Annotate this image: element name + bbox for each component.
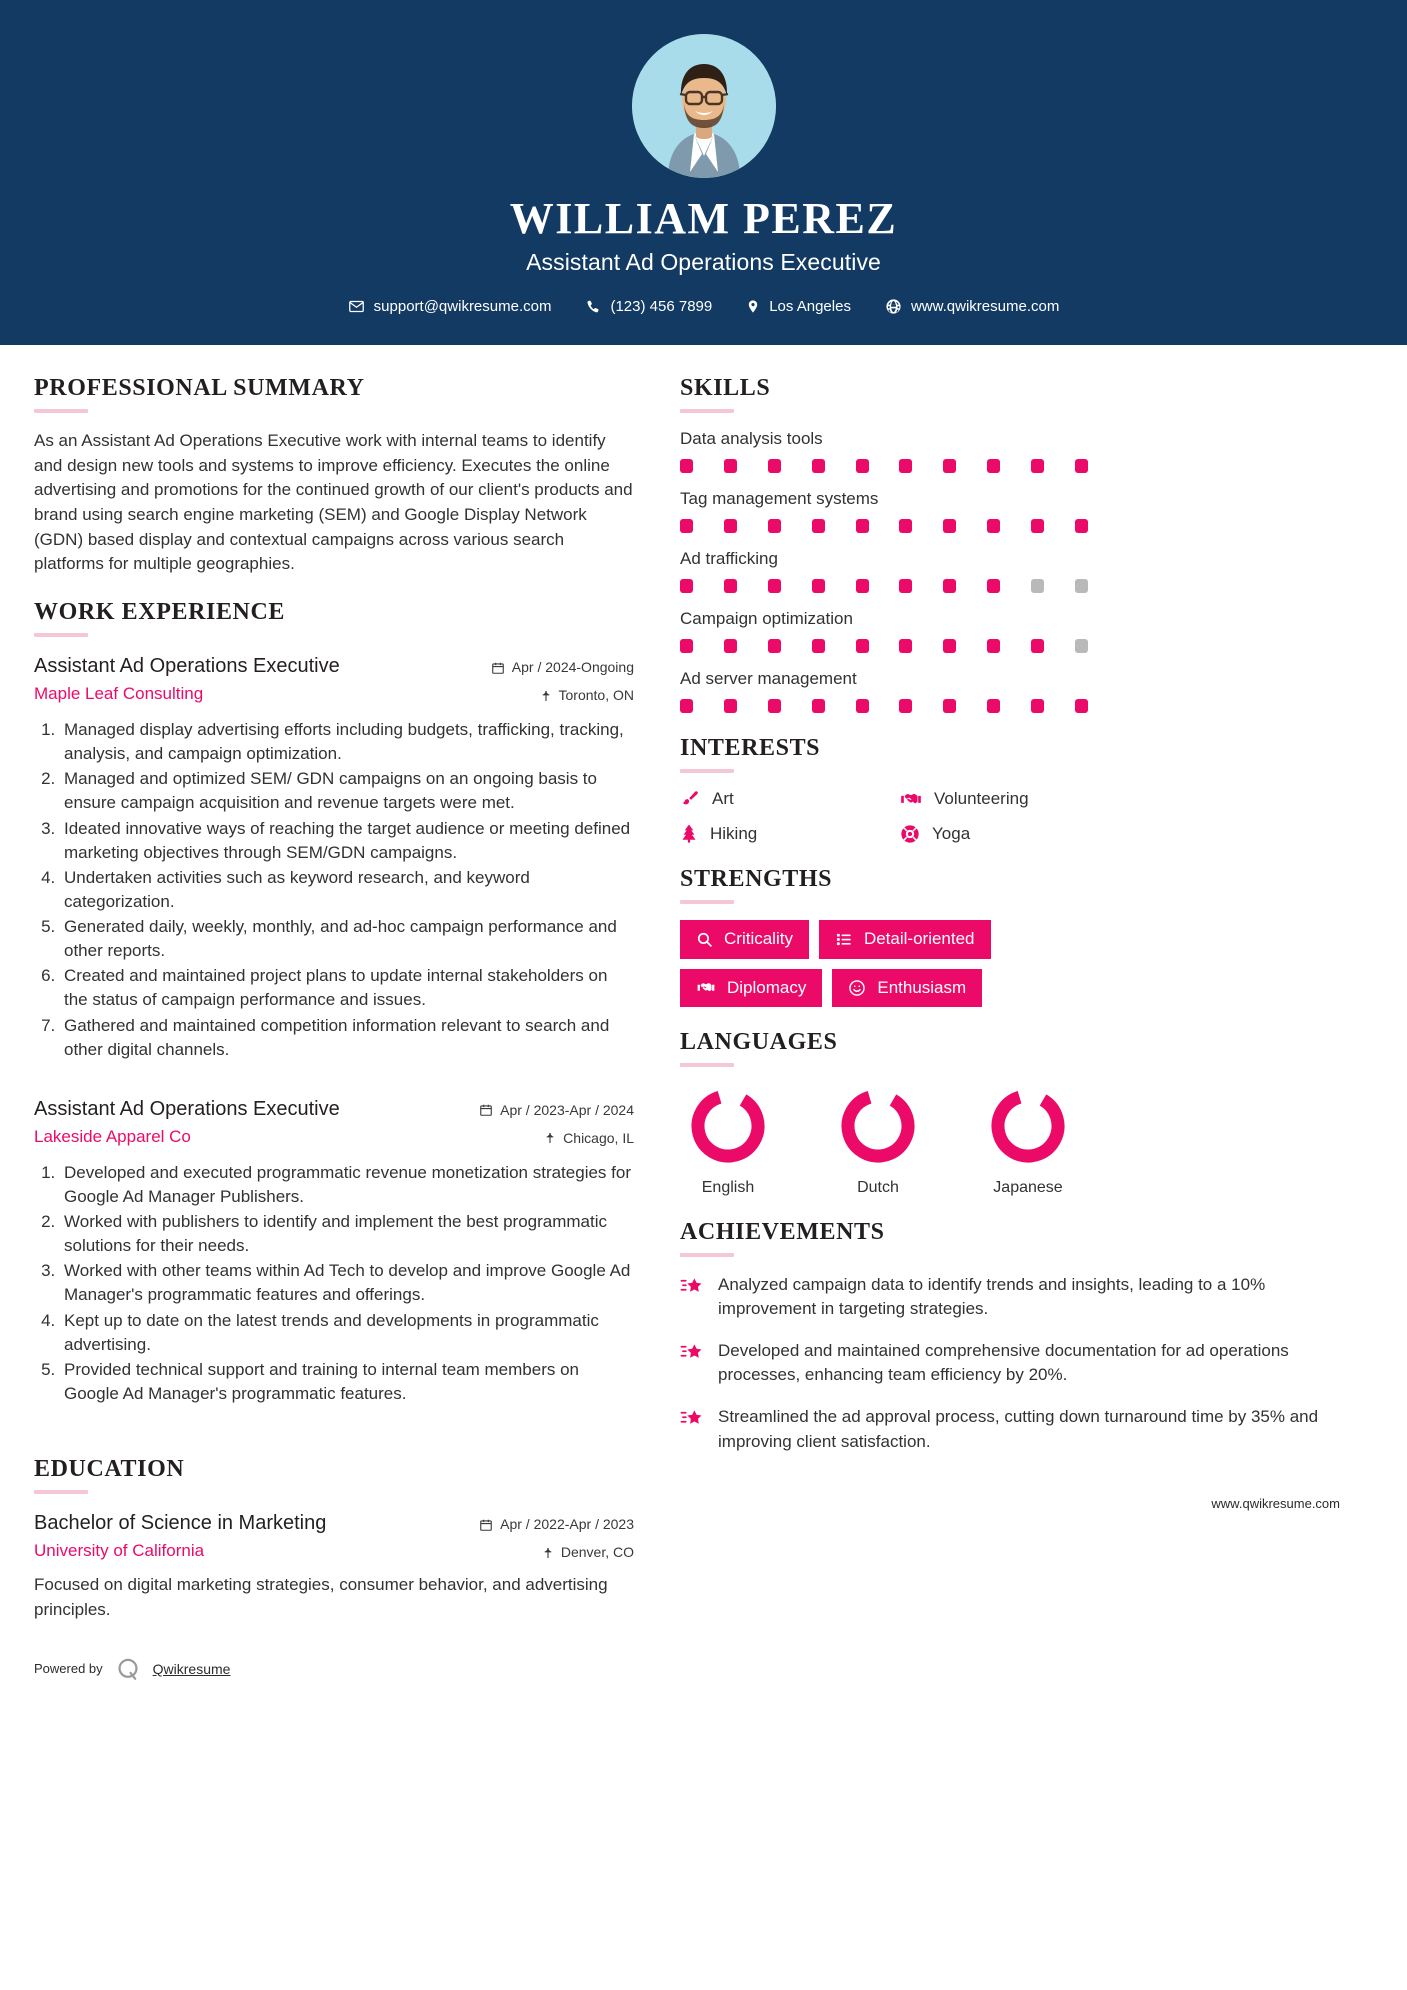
contact-website[interactable]: [868, 298, 1076, 315]
powered-by-label: Powered by: [34, 1661, 103, 1677]
skill-rating: [680, 639, 1088, 653]
interest-label: Volunteering: [934, 789, 1029, 809]
avatar: [632, 34, 776, 178]
skill-dot-filled: [987, 519, 1000, 533]
strength-label: Criticality: [724, 929, 793, 949]
page-title: WILLIAM PEREZ: [509, 194, 898, 243]
skill-rating: [680, 579, 1088, 593]
skill-dot-filled: [943, 639, 956, 653]
experience-bullet: 4. Undertaken activities such as keyword research, and keyword categorization.: [60, 866, 634, 914]
strength-grid: [680, 920, 1110, 1007]
language-label: Dutch: [857, 1178, 899, 1196]
section-interests: [680, 735, 1340, 844]
shooting-star-icon: [680, 1405, 704, 1435]
paintbrush-icon: [680, 789, 700, 809]
skill-dot-filled: [1075, 519, 1088, 533]
experience-bullet: 5. Provided technical support and training to internal team members on Google Ad Manager's programmatic features.: [60, 1358, 634, 1406]
skill-dot-filled: [1075, 699, 1088, 713]
calendar-icon: [479, 1518, 493, 1532]
skill-dot-filled: [768, 699, 781, 713]
section-achievements: [680, 1219, 1340, 1454]
experience-bullet: 3. Worked with other teams within Ad Tech to develop and improve Google Ad Manager's programmatic features and offerings.: [60, 1259, 634, 1307]
experience-location-label: Chicago, IL: [563, 1129, 634, 1146]
skill-dot-filled: [812, 699, 825, 713]
interest-item-art: [680, 789, 890, 809]
section-heading-languages: LANGUAGES: [680, 1028, 838, 1055]
phone-icon: [585, 299, 601, 315]
experience-dates-label: Apr / 2023-Apr / 2024: [500, 1101, 634, 1118]
shooting-star-glyph: [680, 1408, 704, 1430]
interest-label: Yoga: [932, 823, 971, 843]
education-description: Focused on digital marketing strategies, consumer behavior, and advertising principles.: [34, 1575, 608, 1619]
spacer: [34, 1068, 634, 1096]
skill-dot-filled: [987, 459, 1000, 473]
experience-bullet: 2. Worked with publishers to identify and implement the best programmatic solutions for their needs.: [60, 1210, 634, 1258]
skill-dot-empty: [1075, 639, 1088, 653]
skill-rating: [680, 459, 1088, 473]
interest-grid: [680, 789, 1110, 844]
avatar-photo-icon: [632, 34, 776, 178]
experience-entry-header: [34, 1096, 634, 1149]
interest-label: Hiking: [710, 823, 758, 843]
section-heading-skills: SKILLS: [680, 375, 771, 402]
experience-role: Assistant Ad Operations Executive: [34, 1097, 340, 1120]
skill-dot-filled: [724, 519, 737, 533]
section-strengths: [680, 866, 1340, 1007]
qwikresume-q-logo-icon: [115, 1656, 141, 1682]
experience-bullet: 3. Ideated innovative ways of reaching the target audience or meeting defined marketing objectives through SEM/GDN campaigns.: [60, 817, 634, 865]
skill-dot-filled: [812, 579, 825, 593]
experience-location: [491, 685, 634, 706]
spacer: [34, 1428, 634, 1456]
experience-dates: [479, 1100, 634, 1121]
education-location-label: Denver, CO: [560, 1544, 634, 1561]
skill-dot-filled: [1031, 519, 1044, 533]
skill-dot-filled: [899, 519, 912, 533]
achievement-text: Developed and maintained comprehensive documentation for ad operations processes, enhancing team efficiency by 20%.: [718, 1341, 1289, 1385]
skill-dot-filled: [987, 639, 1000, 653]
skill-label: Tag management systems: [680, 489, 879, 509]
experience-location-label: Toronto, ON: [558, 687, 634, 704]
skill-dot-empty: [1075, 579, 1088, 593]
pin-icon: [542, 1546, 554, 1560]
skill-dot-filled: [724, 699, 737, 713]
language-item-japanese: [980, 1083, 1076, 1197]
section-rule: [680, 769, 734, 773]
experience-entry: [34, 1096, 634, 1406]
strength-chip-diplomacy: [680, 969, 822, 1007]
skill-dot-filled: [856, 579, 869, 593]
skill-item: [680, 549, 1340, 593]
tree-icon: [680, 823, 698, 844]
strength-chip-criticality: [680, 920, 809, 958]
map-pin-icon: [746, 298, 760, 315]
life-ring-icon: [900, 824, 920, 844]
contact-email[interactable]: [331, 298, 569, 315]
experience-bullet: 1. Managed display advertising efforts including budgets, trafficking, tracking, analysis, and campaign optimization.: [60, 718, 634, 766]
skill-dot-filled: [987, 699, 1000, 713]
skill-dot-filled: [768, 459, 781, 473]
skill-dot-filled: [680, 519, 693, 533]
skill-dot-filled: [856, 699, 869, 713]
interest-item-volunteering: [900, 789, 1110, 809]
resume-header: [0, 0, 1407, 345]
strength-chip-detail-oriented: [819, 920, 991, 958]
skill-dot-filled: [724, 579, 737, 593]
left-column: [34, 375, 634, 1698]
interest-item-hiking: [680, 823, 890, 844]
interest-item-yoga: [900, 823, 1110, 844]
skill-dot-filled: [1075, 459, 1088, 473]
experience-dates: [491, 657, 634, 678]
education-entry: [34, 1510, 634, 1622]
skill-dot-filled: [899, 699, 912, 713]
education-dates-label: Apr / 2022-Apr / 2023: [500, 1516, 634, 1533]
contact-location-label: Los Angeles: [769, 298, 851, 316]
experience-entry-header: [34, 653, 634, 706]
skill-label: Ad trafficking: [680, 549, 778, 569]
globe-icon: [885, 298, 902, 315]
skill-dot-filled: [1031, 699, 1044, 713]
section-education: [34, 1456, 634, 1622]
language-progress-ring: [685, 1083, 771, 1169]
section-rule: [34, 633, 88, 637]
achievement-text: Analyzed campaign data to identify trends and insights, leading to a 10% improvement in targeting strategies.: [718, 1274, 1266, 1319]
skill-dot-filled: [724, 639, 737, 653]
section-professional-summary: [34, 375, 634, 577]
skill-rating: [680, 699, 1088, 713]
skill-dot-filled: [680, 579, 693, 593]
skill-item: [680, 669, 1340, 713]
skill-dot-filled: [943, 519, 956, 533]
section-heading-summary: PROFESSIONAL SUMMARY: [34, 375, 365, 402]
skill-rating: [680, 519, 1088, 533]
strength-label: Detail-oriented: [863, 929, 975, 949]
skill-dot-filled: [856, 459, 869, 473]
list-icon: [835, 931, 853, 948]
education-school: University of California: [34, 1541, 205, 1561]
section-skills: [680, 375, 1340, 713]
section-heading-education: EDUCATION: [34, 1456, 185, 1483]
shooting-star-glyph: [680, 1342, 704, 1364]
skill-dot-filled: [899, 459, 912, 473]
experience-bullet: 2. Managed and optimized SEM/ GDN campaigns on an ongoing basis to ensure campaign acquisition and revenue targets were met.: [60, 767, 634, 815]
language-label: English: [701, 1178, 755, 1196]
section-rule: [34, 1490, 88, 1494]
contact-phone[interactable]: [568, 298, 729, 315]
powered-by: [34, 1656, 634, 1698]
skill-dot-filled: [768, 519, 781, 533]
language-label: Japanese: [993, 1178, 1063, 1196]
skill-dot-filled: [899, 639, 912, 653]
experience-role: Assistant Ad Operations Executive: [34, 655, 340, 678]
skill-dot-filled: [812, 639, 825, 653]
language-row: [680, 1083, 1340, 1197]
pin-icon: [540, 689, 552, 703]
skill-dot-filled: [680, 459, 693, 473]
section-heading-achievements: ACHIEVEMENTS: [680, 1218, 885, 1245]
shooting-star-glyph: [680, 1276, 704, 1298]
skill-label: Ad server management: [680, 669, 857, 689]
envelope-icon: [348, 298, 365, 315]
interest-label: Art: [712, 789, 734, 809]
section-heading-interests: INTERESTS: [680, 735, 821, 762]
experience-location: [479, 1128, 634, 1149]
experience-bullet: 6. Created and maintained project plans to update internal stakeholders on the status of campaign performance and issues.: [60, 964, 634, 1012]
experience-bullets: [34, 1161, 634, 1406]
achievement-text: Streamlined the ad approval process, cutting down turnaround time by 35% and improving client satisfaction.: [718, 1407, 1319, 1451]
handshake-icon: [900, 789, 922, 809]
skill-item: [680, 489, 1340, 533]
smiley-icon: [848, 979, 866, 997]
resume-body: [0, 345, 1407, 1698]
section-heading-strengths: STRENGTHS: [680, 866, 833, 893]
section-rule: [680, 1253, 734, 1257]
experience-bullet: 5. Generated daily, weekly, monthly, and ad-hoc campaign performance and other reports.: [60, 915, 634, 963]
magnifier-icon: [696, 931, 713, 948]
experience-organization: Maple Leaf Consulting: [34, 684, 204, 704]
skill-dot-filled: [768, 639, 781, 653]
footer-site-url: www.qwikresume.com: [1211, 1495, 1340, 1511]
strength-label: Diplomacy: [727, 977, 807, 997]
powered-by-brand-link[interactable]: Qwikresume: [152, 1660, 231, 1677]
job-title: Assistant Ad Operations Executive: [526, 249, 881, 276]
education-location: [479, 1542, 634, 1563]
skill-dot-filled: [724, 459, 737, 473]
skill-dot-filled: [899, 579, 912, 593]
language-item-dutch: [830, 1083, 926, 1197]
skill-dot-filled: [943, 459, 956, 473]
calendar-icon: [479, 1103, 493, 1117]
skill-dot-filled: [680, 639, 693, 653]
skill-dot-filled: [680, 699, 693, 713]
contact-phone-label: (123) 456 7899: [610, 298, 713, 316]
strength-chip-enthusiasm: [832, 969, 982, 1007]
education-entry-header: [34, 1510, 634, 1563]
experience-bullets: [34, 718, 634, 1062]
contact-email-label: support@qwikresume.com: [373, 298, 552, 316]
language-progress-ring: [835, 1083, 921, 1169]
contact-website-label: www.qwikresume.com: [910, 298, 1060, 316]
section-languages: [680, 1029, 1340, 1197]
calendar-icon: [491, 661, 505, 675]
section-work-experience: [34, 599, 634, 1406]
handshake-icon: [696, 979, 716, 996]
shooting-star-icon: [680, 1273, 704, 1303]
experience-bullet: 1. Developed and executed programmatic revenue monetization strategies for Google Ad Manager Publishers.: [60, 1161, 634, 1209]
achievement-item: [680, 1339, 1340, 1387]
right-column: [680, 375, 1340, 1527]
section-rule: [34, 409, 88, 413]
education-dates: [479, 1514, 634, 1535]
section-rule: [680, 409, 734, 413]
skill-item: [680, 429, 1340, 473]
contact-row: [0, 298, 1407, 315]
skill-dot-filled: [768, 579, 781, 593]
language-progress-ring: [985, 1083, 1071, 1169]
shooting-star-icon: [680, 1339, 704, 1369]
section-rule: [680, 900, 734, 904]
skill-dot-filled: [1031, 639, 1044, 653]
skill-dot-filled: [812, 459, 825, 473]
achievement-item: [680, 1405, 1340, 1453]
experience-bullet: 4. Kept up to date on the latest trends and developments in programmatic advertising.: [60, 1309, 634, 1357]
skill-dot-filled: [987, 579, 1000, 593]
skill-dot-filled: [856, 639, 869, 653]
skill-item: [680, 609, 1340, 653]
education-degree: Bachelor of Science in Marketing: [34, 1512, 327, 1535]
language-item-english: [680, 1083, 776, 1197]
skill-dot-filled: [943, 699, 956, 713]
skill-dot-filled: [943, 579, 956, 593]
skill-dot-empty: [1031, 579, 1044, 593]
achievement-item: [680, 1273, 1340, 1321]
strength-label: Enthusiasm: [877, 977, 967, 997]
skill-dot-filled: [1031, 459, 1044, 473]
experience-bullet: 7. Gathered and maintained competition information relevant to search and other digital channels.: [60, 1014, 634, 1062]
skill-dot-filled: [812, 519, 825, 533]
experience-organization: Lakeside Apparel Co: [34, 1126, 191, 1146]
experience-entry: [34, 653, 634, 1062]
section-rule: [680, 1063, 734, 1067]
pin-icon: [544, 1131, 556, 1145]
experience-dates-label: Apr / 2024-Ongoing: [511, 659, 634, 676]
skill-dot-filled: [856, 519, 869, 533]
section-heading-experience: WORK EXPERIENCE: [34, 599, 286, 626]
skill-label: Campaign optimization: [680, 609, 853, 629]
summary-text: As an Assistant Ad Operations Executive work with internal teams to identify and design new tools and systems to improve efficiency. Executes the online advertising and promotions for the continued growth of our client's products and brand using search engine marketing (SEM) and Google Display Network (GDN) based display and contextual campaigns across various search platforms for multiple geographies.: [34, 431, 633, 574]
contact-location[interactable]: [729, 298, 868, 315]
skill-label: Data analysis tools: [680, 429, 823, 449]
